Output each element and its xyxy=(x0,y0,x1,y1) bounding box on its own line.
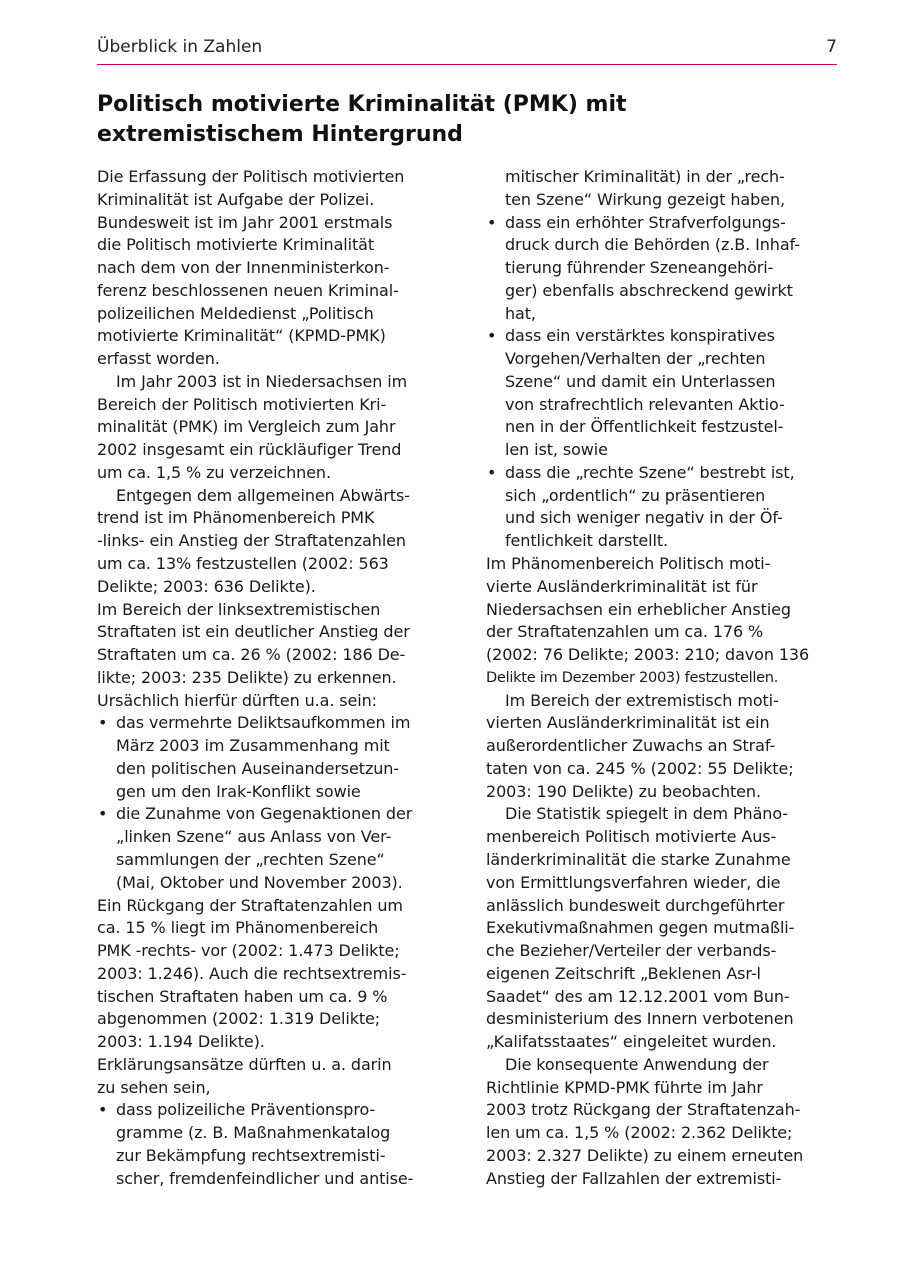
text-line: Im Jahr 2003 ist in Niedersachsen im xyxy=(116,371,408,391)
text-line: außerordentlicher Zuwachs an Straf- xyxy=(486,736,776,756)
text-line: hat, xyxy=(505,303,536,323)
text-line: Die Erfassung der Politisch motivierten xyxy=(97,167,405,186)
text-line: abgenommen (2002: 1.319 Delikte; xyxy=(97,1009,381,1029)
text-line: che Bezieher/Verteiler der verbands- xyxy=(486,941,777,961)
text-line: und sich weniger negativ in der Öf- xyxy=(505,508,783,528)
text-line: likte; 2003: 235 Delikte) zu erkennen. xyxy=(97,667,397,687)
text-line: Bereich der Politisch motivierten Kri- xyxy=(97,394,387,414)
text-line: gen um den Irak-Konflikt sowie xyxy=(116,781,361,801)
text-line: zu sehen sein, xyxy=(97,1077,211,1097)
text-line: desministerium des Innern verbotenen xyxy=(486,1009,794,1029)
text-line: um ca. 13% festzustellen (2002: 563 xyxy=(97,554,389,574)
text-line: eigenen Zeitschrift „Beklenen Asr-l xyxy=(486,963,761,983)
bullet-item-line: • die Zunahme von Gegenaktionen der xyxy=(97,803,472,826)
text-line: Szene“ und damit ein Unterlassen xyxy=(505,371,776,391)
text-line: Delikte; 2003: 636 Delikte). xyxy=(97,576,316,596)
text-line: nach dem von der Innenministerkon- xyxy=(97,258,390,278)
text-line: Exekutivmaßnahmen gegen mutmaßli- xyxy=(486,918,795,938)
text-line: Delikte im Dezember 2003) festzustellen. xyxy=(486,668,779,686)
text-line: Im Bereich der linksextremistischen xyxy=(97,599,381,619)
article-title-line: extremistischem Hintergrund xyxy=(97,122,463,147)
text-line: polizeilichen Meldedienst „Politisch xyxy=(97,303,374,323)
text-line: zur Bekämpfung rechtsextremisti- xyxy=(116,1145,386,1165)
text-line: Die konsequente Anwendung der xyxy=(505,1054,769,1074)
article-title-line: Politisch motivierte Kriminalität (PMK) mit xyxy=(97,92,627,117)
text-line: Ein Rückgang der Straftatenzahlen um xyxy=(97,895,403,915)
text-line: Straftaten um ca. 26 % (2002: 186 De- xyxy=(97,645,406,665)
text-line: ferenz beschlossenen neuen Kriminal- xyxy=(97,280,399,300)
text-line: fentlichkeit darstellt. xyxy=(505,531,669,551)
text-line: ca. 15 % liegt im Phänomenbereich xyxy=(97,918,379,938)
bullet-item-line: • das vermehrte Deliktsaufkommen im xyxy=(97,712,472,735)
text-line: len ist, sowie xyxy=(505,440,608,460)
text-line: gramme (z. B. Maßnahmenkatalog xyxy=(116,1123,391,1143)
text-line: len um ca. 1,5 % (2002: 2.362 Delikte; xyxy=(486,1123,793,1143)
text-line: Anstieg der Fallzahlen der extremisti- xyxy=(486,1168,782,1188)
text-line: 2003: 1.194 Delikte). xyxy=(97,1032,265,1052)
text-line: tischen Straftaten haben um ca. 9 % xyxy=(97,986,388,1006)
text-line: minalität (PMK) im Vergleich zum Jahr xyxy=(97,417,396,437)
text-line: den politischen Auseinandersetzun- xyxy=(116,758,400,778)
text-column-right xyxy=(486,166,861,1190)
text-line: 2003: 1.246). Auch die rechtsextremis- xyxy=(97,963,407,983)
bullet-item-line: • dass polizeiliche Präventionspro- xyxy=(97,1099,472,1122)
text-line: Im Phänomenbereich Politisch moti- xyxy=(486,554,771,574)
text-line: 2002 insgesamt ein rückläufiger Trend xyxy=(97,440,402,460)
text-line: um ca. 1,5 % zu verzeichnen. xyxy=(97,462,331,482)
text-line: taten von ca. 245 % (2002: 55 Delikte; xyxy=(486,758,794,778)
text-line: menbereich Politisch motivierte Aus- xyxy=(486,827,777,847)
text-line: Erklärungsansätze dürften u. a. darin xyxy=(97,1054,392,1074)
text-line: Die Statistik spiegelt in dem Phäno- xyxy=(505,804,788,824)
text-line: der Straftatenzahlen um ca. 176 % xyxy=(486,622,764,642)
text-line: erfasst worden. xyxy=(97,349,220,369)
text-line: Im Bereich der extremistisch moti- xyxy=(505,690,779,710)
text-line: vierte Ausländerkriminalität ist für xyxy=(486,576,758,596)
text-line: sammlungen der „rechten Szene“ xyxy=(116,849,385,869)
text-line: PMK -rechts- vor (2002: 1.473 Delikte; xyxy=(97,941,400,961)
text-column-left xyxy=(97,166,472,1190)
text-line: mitischer Kriminalität) in der „rech- xyxy=(505,167,785,186)
text-line: anlässlich bundesweit durchgeführter xyxy=(486,895,785,915)
text-line: 2003 trotz Rückgang der Straftatenzah- xyxy=(486,1100,801,1120)
text-line: trend ist im Phänomenbereich PMK xyxy=(97,508,375,528)
text-line: 2003: 190 Delikte) zu beobachten. xyxy=(486,781,761,801)
text-line: -links- ein Anstieg der Straftatenzahlen xyxy=(97,531,406,551)
bullet-item-line: • dass ein erhöhter Strafverfolgungs- xyxy=(486,212,861,235)
article-title xyxy=(97,90,837,150)
text-line: (Mai, Oktober und November 2003). xyxy=(116,872,403,892)
text-line: Entgegen dem allgemeinen Abwärts- xyxy=(116,485,410,505)
text-line: druck durch die Behörden (z.B. Inhaf- xyxy=(505,235,800,255)
text-line: vierten Ausländerkriminalität ist ein xyxy=(486,713,770,733)
text-line: länderkriminalität die starke Zunahme xyxy=(486,849,791,869)
bullet-item-line: • dass die „rechte Szene“ bestrebt ist, xyxy=(486,462,861,485)
text-line: nen in der Öffentlichkeit festzustel- xyxy=(505,417,784,437)
text-line: die Politisch motivierte Kriminalität xyxy=(97,235,375,255)
text-line: sich „ordentlich“ zu präsentieren xyxy=(505,485,766,505)
text-line: Kriminalität ist Aufgabe der Polizei. xyxy=(97,189,375,209)
header-title: Überblick in Zahlen xyxy=(97,37,263,57)
text-line: Richtlinie KPMD-PMK führte im Jahr xyxy=(486,1077,763,1097)
text-line: Niedersachsen ein erheblicher Anstieg xyxy=(486,599,791,619)
bullet-item-line: • dass ein verstärktes konspiratives xyxy=(486,325,861,348)
page-header xyxy=(97,36,837,65)
text-line: Straftaten ist ein deutlicher Anstieg der xyxy=(97,622,410,642)
text-line: Ursächlich hierfür dürften u.a. sein: xyxy=(97,690,377,710)
text-line: ten Szene“ Wirkung gezeigt haben, xyxy=(505,189,785,209)
text-line: von strafrechtlich relevanten Aktio- xyxy=(505,394,785,414)
text-line: (2002: 76 Delikte; 2003: 210; davon 136 xyxy=(486,645,810,665)
text-line: tierung führender Szeneangehöri- xyxy=(505,258,774,278)
text-line: scher, fremdenfeindlicher und antise- xyxy=(116,1168,414,1188)
text-line: Vorgehen/Verhalten der „rechten xyxy=(505,349,766,369)
text-line: ger) ebenfalls abschreckend gewirkt xyxy=(505,280,793,300)
text-line: motivierte Kriminalität“ (KPMD-PMK) xyxy=(97,326,386,346)
text-line: 2003: 2.327 Delikte) zu einem erneuten xyxy=(486,1145,804,1165)
text-line: „Kalifatsstaates“ eingeleitet wurden. xyxy=(486,1032,777,1052)
text-line: „linken Szene“ aus Anlass von Ver- xyxy=(116,827,392,847)
text-line: von Ermittlungsverfahren wieder, die xyxy=(486,872,781,892)
text-line: März 2003 im Zusammenhang mit xyxy=(116,736,390,756)
page-number: 7 xyxy=(826,37,837,57)
text-line: Saadet“ des am 12.12.2001 vom Bun- xyxy=(486,986,790,1006)
text-line: Bundesweit ist im Jahr 2001 erstmals xyxy=(97,212,393,232)
